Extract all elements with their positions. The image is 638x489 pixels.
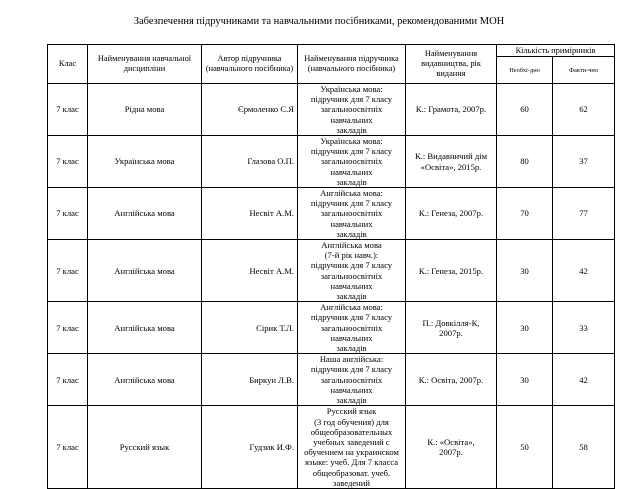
header-needed: Необхі-дно bbox=[497, 57, 553, 84]
cell-publisher: К.: Генеза, 2015р. bbox=[406, 240, 497, 302]
cell-author: Несвіт А.М. bbox=[202, 188, 298, 240]
cell-needed: 30 bbox=[497, 302, 553, 354]
cell-book: Українська мова: підручник для 7 класу загальноосвітніх навчальних закладів bbox=[298, 136, 406, 188]
cell-actual: 42 bbox=[553, 240, 615, 302]
cell-book: Англійська мова: підручник для 7 класу загальноосвітніх навчальних закладів bbox=[298, 302, 406, 354]
cell-author: Єрмоленко С.Я bbox=[202, 84, 298, 136]
cell-class: 7 клас bbox=[48, 406, 88, 489]
cell-actual: 77 bbox=[553, 188, 615, 240]
cell-publisher: К.: «Освіта», 2007р. bbox=[406, 406, 497, 489]
table-row bbox=[48, 302, 615, 354]
cell-needed: 70 bbox=[497, 188, 553, 240]
cell-book: Англійська мова: підручник для 7 класу загальноосвітніх навчальних закладів bbox=[298, 188, 406, 240]
cell-actual: 62 bbox=[553, 84, 615, 136]
cell-publisher: К.: Видавничий дім «Освіта», 2015р. bbox=[406, 136, 497, 188]
cell-publisher: К.: Грамота, 2007р. bbox=[406, 84, 497, 136]
cell-needed: 30 bbox=[497, 240, 553, 302]
cell-actual: 58 bbox=[553, 406, 615, 489]
cell-author: Глазова О.П. bbox=[202, 136, 298, 188]
textbook-table bbox=[47, 44, 615, 489]
table-row bbox=[48, 136, 615, 188]
cell-book: Українська мова: підручник для 7 класу загальноосвітніх навчальних закладів bbox=[298, 84, 406, 136]
cell-actual: 37 bbox=[553, 136, 615, 188]
cell-author: Несвіт А.М. bbox=[202, 240, 298, 302]
cell-class: 7 клас bbox=[48, 354, 88, 406]
table-row bbox=[48, 354, 615, 406]
cell-author: Биркун Л.В. bbox=[202, 354, 298, 406]
cell-subject: Англійська мова bbox=[88, 188, 202, 240]
cell-actual: 33 bbox=[553, 302, 615, 354]
table-row bbox=[48, 240, 615, 302]
table-row bbox=[48, 406, 615, 489]
cell-class: 7 клас bbox=[48, 302, 88, 354]
cell-class: 7 клас bbox=[48, 136, 88, 188]
cell-publisher: К.: Генеза, 2007р. bbox=[406, 188, 497, 240]
cell-publisher: П.: Довкілля-К, 2007р. bbox=[406, 302, 497, 354]
cell-class: 7 клас bbox=[48, 188, 88, 240]
cell-needed: 80 bbox=[497, 136, 553, 188]
header-actual: Факти-чно bbox=[553, 57, 615, 84]
page-title: Забезпечення підручниками та навчальними посібниками, рекомендованими МОН bbox=[133, 16, 505, 27]
cell-needed: 50 bbox=[497, 406, 553, 489]
header-class: Клас bbox=[48, 45, 88, 84]
cell-publisher: К.: Освіта, 2007р. bbox=[406, 354, 497, 406]
cell-subject: Англійська мова bbox=[88, 302, 202, 354]
cell-actual: 42 bbox=[553, 354, 615, 406]
cell-needed: 60 bbox=[497, 84, 553, 136]
header-publisher: Найменування видавництва, рік видання bbox=[406, 45, 497, 84]
cell-book: Наша англійська: підручник для 7 класу загальноосвітніх навчальних закладів bbox=[298, 354, 406, 406]
header-book: Найменування підручника (навчального посібника) bbox=[298, 45, 406, 84]
table-row bbox=[48, 84, 615, 136]
cell-class: 7 клас bbox=[48, 240, 88, 302]
cell-subject: Рідна мова bbox=[88, 84, 202, 136]
cell-book: Англійська мова (7-й рік навч.): підручник для 7 класу загальноосвітніх навчальних закладів bbox=[298, 240, 406, 302]
cell-class: 7 клас bbox=[48, 84, 88, 136]
header-author: Автор підручника (навчального посібника) bbox=[202, 45, 298, 84]
cell-subject: Русский язык bbox=[88, 406, 202, 489]
cell-subject: Англійська мова bbox=[88, 354, 202, 406]
cell-subject: Українська мова bbox=[88, 136, 202, 188]
cell-subject: Англійська мова bbox=[88, 240, 202, 302]
header-copies: Кількість примірників bbox=[497, 45, 615, 57]
cell-author: Гудзик И.Ф. bbox=[202, 406, 298, 489]
cell-author: Сірик Т.Л. bbox=[202, 302, 298, 354]
header-subject: Найменування навчальної дисципліни bbox=[88, 45, 202, 84]
table-row bbox=[48, 188, 615, 240]
cell-needed: 30 bbox=[497, 354, 553, 406]
cell-book: Русский язык (3 год обучения) для общеобразовательных учебных заведений с обучением на украинском языке: учеб. Для 7 класса общеобразоват. учеб. заведений bbox=[298, 406, 406, 489]
